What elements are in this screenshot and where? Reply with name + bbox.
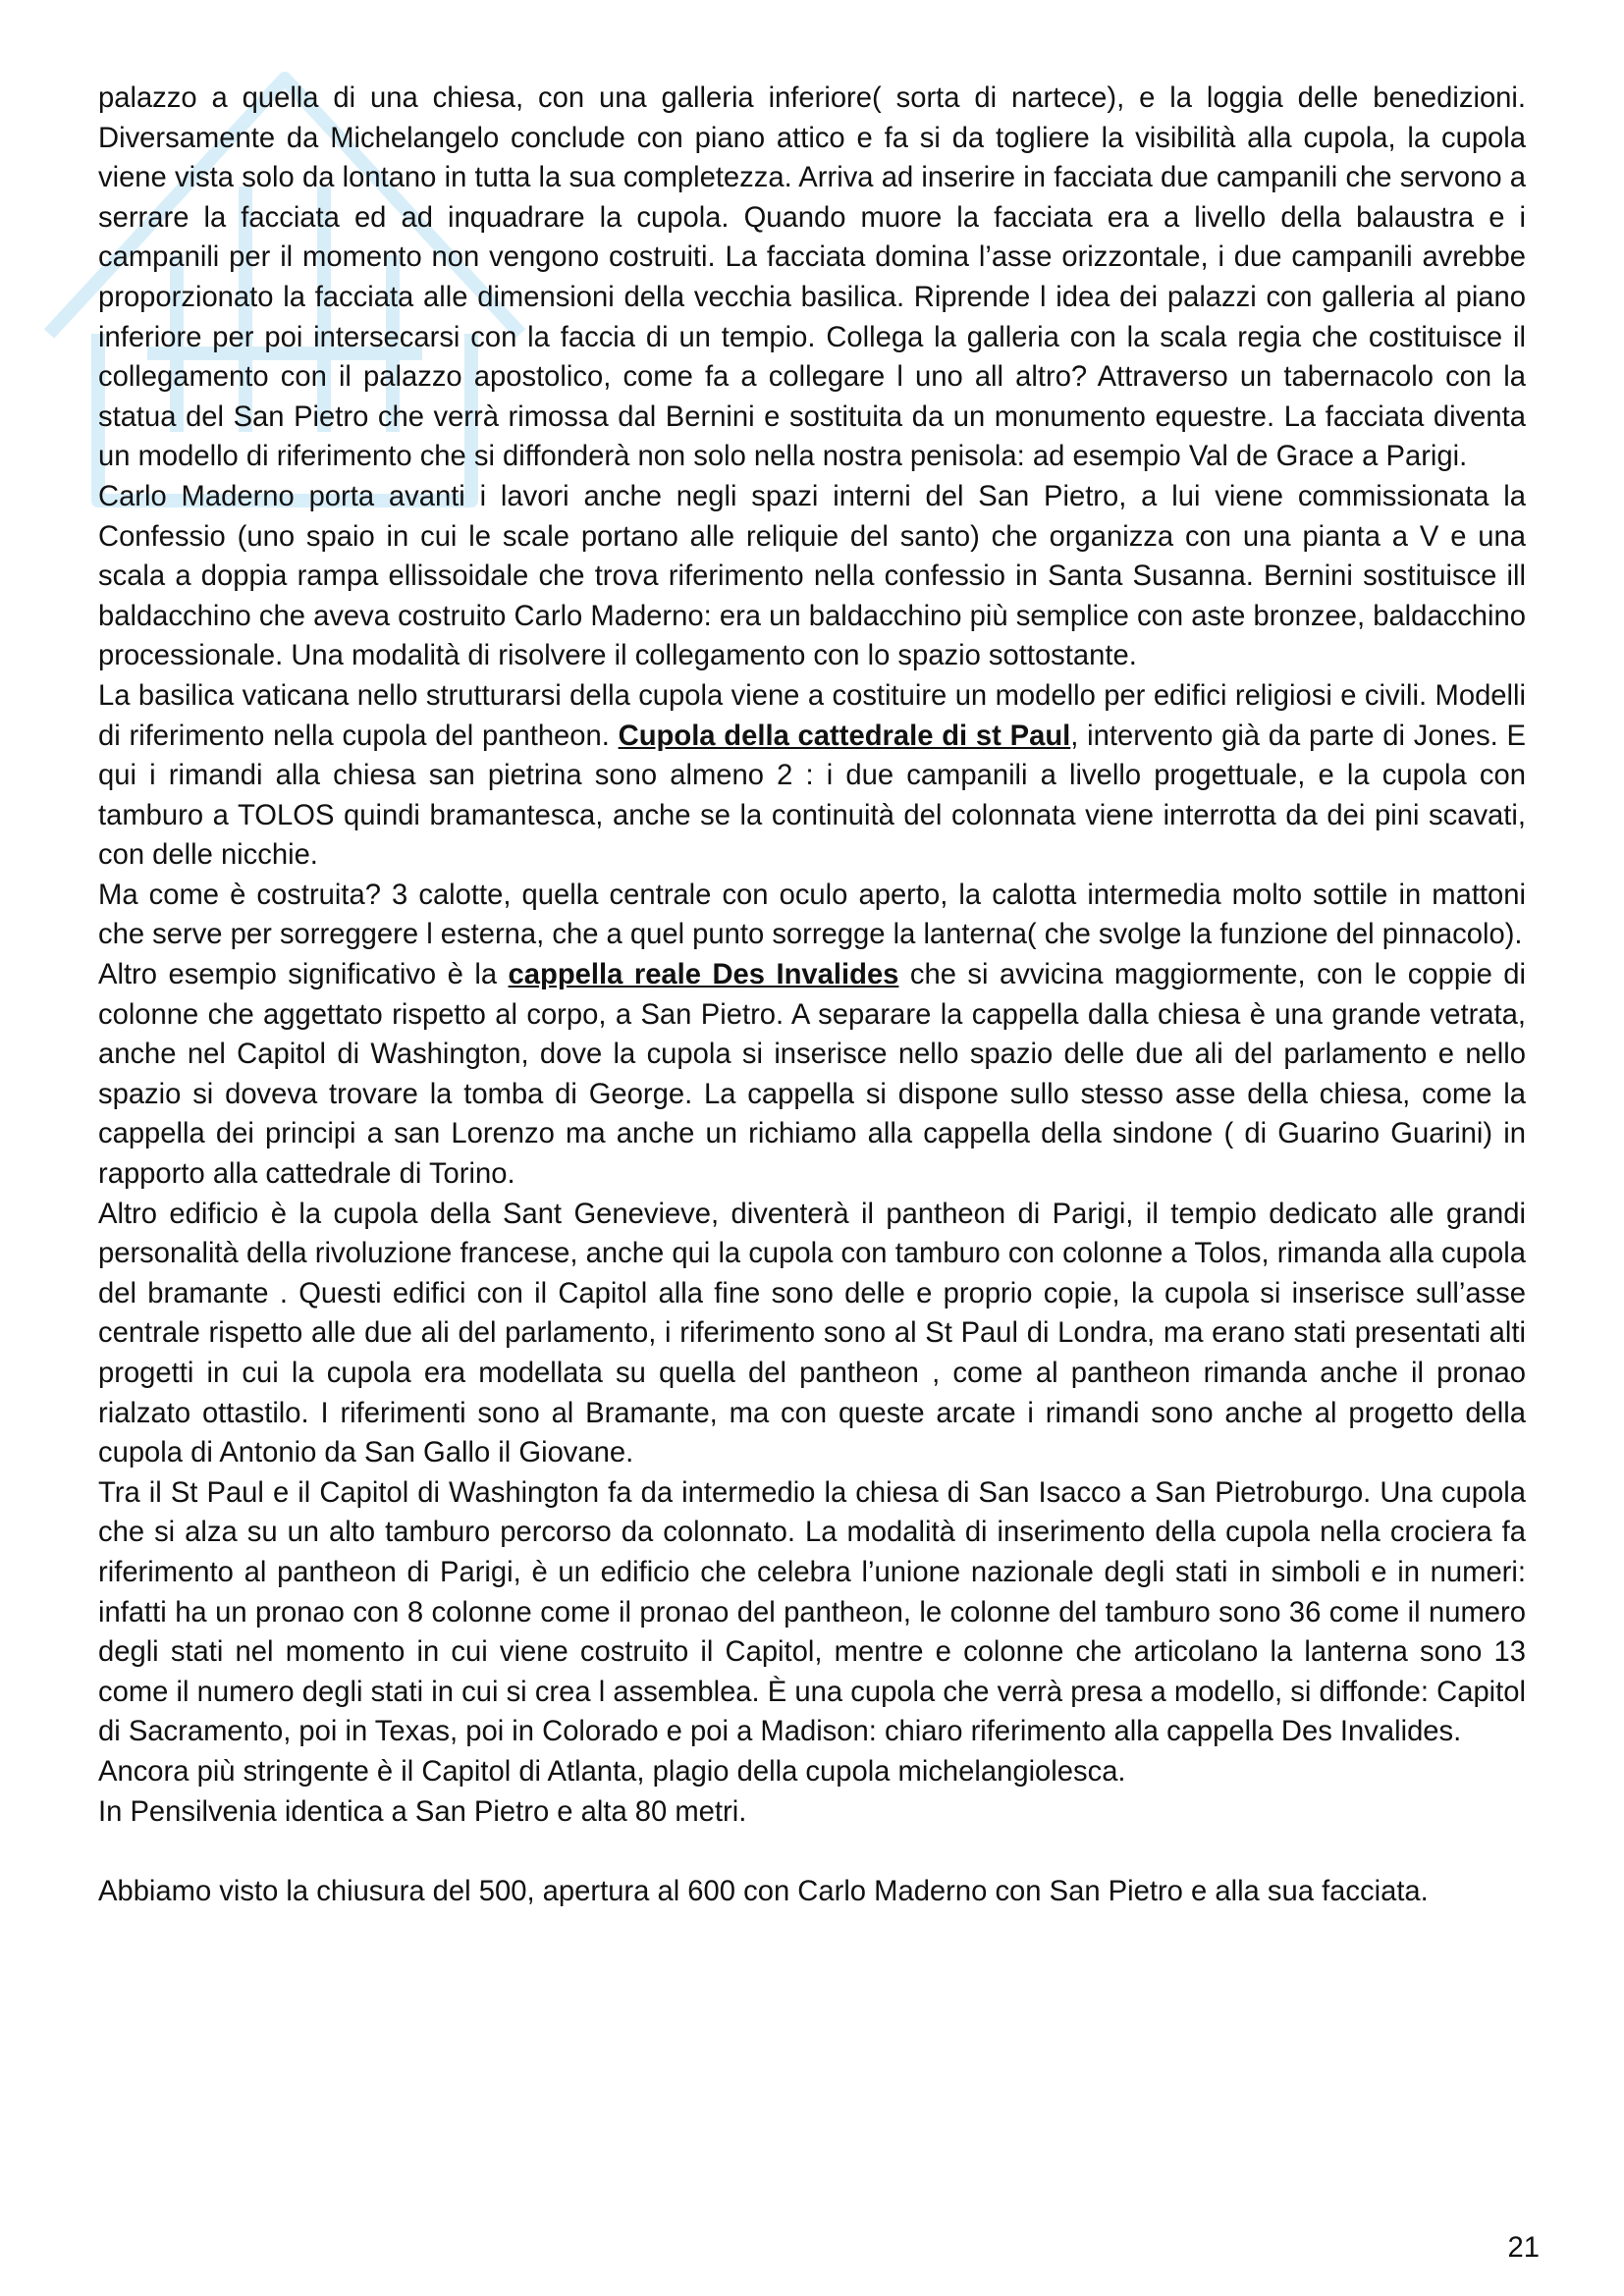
paragraph-text: Carlo Maderno porta avanti i lavori anche negli spazi interni del San Pietro, a lui viene commissionata la Confessio (uno spaio in cui le scale portano alle reliquie del santo) che organizza con una pianta a V e una scala a doppia rampa ellissoidale che trova riferimento nella confessio in Santa Susanna. Bernini sostituisce ill baldacchino che aveva costruito Carlo Maderno: era un baldacchino più semplice con aste bronzee, baldacchino processionale. Una modalità di risolvere il collegamento con lo spazio sottostante. [98, 480, 1526, 672]
paragraph-text: Altro esempio significativo è la [98, 959, 509, 991]
page-number: 21 [1507, 2232, 1540, 2264]
paragraph-text: La basilica vaticana nello strutturarsi della cupola viene a costituire un modello per edifici religiosi e civili. Modelli di riferimento nella cupola del pantheon. [98, 679, 1526, 752]
paragraph-text: Ancora più stringente è il Capitol di Atlanta, plagio della cupola michelangiolesca. [98, 1755, 1126, 1788]
paragraph-text: che si avvicina maggiormente, con le coppie di colonne che aggettato rispetto al corpo, a San Pietro. A separare la cappella dalla chiesa è una grande vetrata, anche nel Capitol di Washington, dove la cupola si inserisce nello spazio delle due ali del parlamento e nello spazio si doveva trovare la tomba di George. La cappella si dispone sullo stesso asse della chiesa, come la cappella dei principi a san Lorenzo ma anche un richiamo alla cappella della sindone ( di Guarino Guarini) in rapporto alla cattedrale di Torino. [98, 959, 1527, 1191]
paragraph-9 [98, 1792, 1526, 1833]
highlight-des-invalides: cappella reale Des Invalides [508, 959, 899, 991]
paragraph-text: Altro edificio è la cupola della Sant Genevieve, diventerà il pantheon di Parigi, il tempio dedicato alle grandi personalità della rivoluzione francese, anche qui la cupola con tamburo con colonne a Tolos, rimanda alla cupola del bramante . Questi edifici con il Capitol alla fine sono delle e proprio copie, la cupola si inserisce sull’asse centrale rispetto alle due ali del parlamento, i riferimento sono al St Paul di Londra, ma erano stati presentati alti progetti in cui la cupola era modellata su quella del pantheon , come al pantheon rimanda anche il pronao rialzato ottastilo. I riferimenti sono al Bramante, ma con queste arcate i rimandi sono anche al progetto della cupola di Antonio da San Gallo il Giovane. [98, 1198, 1526, 1469]
paragraph-text: , intervento già da parte di Jones. E qui i rimandi alla chiesa san pietrina sono almeno 2 : i due campanili a livello progettuale, e la cupola con tamburo a TOLOS quindi bramantesca, anche se la continuità del colonnata viene interrotta da dei pini scavati, con delle nicchie. [98, 720, 1527, 872]
paragraph-10 [98, 1872, 1526, 1912]
paragraph-6 [98, 1195, 1526, 1473]
paragraph-3 [98, 676, 1526, 876]
paragraph-7 [98, 1473, 1526, 1752]
paragraph-text: Abbiamo visto la chiusura del 500, apertura al 600 con Carlo Maderno con San Pietro e alla sua facciata. [98, 1875, 1429, 1907]
highlight-st-paul: Cupola della cattedrale di st Paul [618, 720, 1071, 752]
paragraph-text: In Pensilvenia identica a San Pietro e alta 80 metri. [98, 1795, 747, 1828]
paragraph-4 [98, 876, 1526, 955]
paragraph-5 [98, 955, 1526, 1195]
paragraph-8 [98, 1752, 1526, 1792]
document-page [98, 79, 1526, 1911]
paragraph-text: Ma come è costruita? 3 calotte, quella centrale con oculo aperto, la calotta intermedia molto sottile in mattoni che serve per sorreggere l esterna, che a quel punto sorregge la lanterna( che svolge la funzione del pinnacolo). [98, 879, 1526, 951]
paragraph-text: palazzo a quella di una chiesa, con una galleria inferiore( sorta di nartece), e la loggia delle benedizioni. Diversamente da Michelangelo conclude con piano attico e fa si da togliere la visibilità alla cupola, la cupola viene vista solo da lontano in tutta la sua completezza. Arriva ad inserire in facciata due campanili che servono a serrare la facciata ed ad inquadrare la cupola. Quando muore la facciata era a livello della balaustra e i campanili per il momento non vengono costruiti. La facciata domina l’asse orizzontale, i due campanili avrebbe proporzionato la facciata alle dimensioni della vecchia basilica. Riprende l idea dei palazzi con galleria al piano inferiore per poi intersecarsi con la faccia di un tempio. Collega la galleria con la scala regia che costituisce il collegamento con il palazzo apostolico, come fa a collegare l uno all altro? Attraverso un tabernacolo con la statua del San Pietro che verrà rimossa dal Bernini e sostituita da un monumento equestre. La facciata diventa un modello di riferimento che si diffonderà non solo nella nostra penisola: ad esempio Val de Grace a Parigi. [98, 82, 1526, 473]
paragraph-1 [98, 79, 1526, 477]
paragraph-2 [98, 477, 1526, 676]
paragraph-text: Tra il St Paul e il Capitol di Washington fa da intermedio la chiesa di San Isacco a San Pietroburgo. Una cupola che si alza su un alto tamburo percorso da colonnato. La modalità di inserimento della cupola nella crociera fa riferimento al pantheon di Parigi, è un edificio che celebra l’unione nazionale degli stati in simboli e in numeri: infatti ha un pronao con 8 colonne come il pronao del pantheon, le colonne del tamburo sono 36 come il numero degli stati nel momento in cui viene costruito il Capitol, mentre e colonne che articolano la lanterna sono 13 come il numero degli stati in cui si crea l assemblea. È una cupola che verrà presa a modello, si diffonde: Capitol di Sacramento, poi in Texas, poi in Colorado e poi a Madison: chiaro riferimento alla cappella Des Invalides. [98, 1476, 1526, 1748]
